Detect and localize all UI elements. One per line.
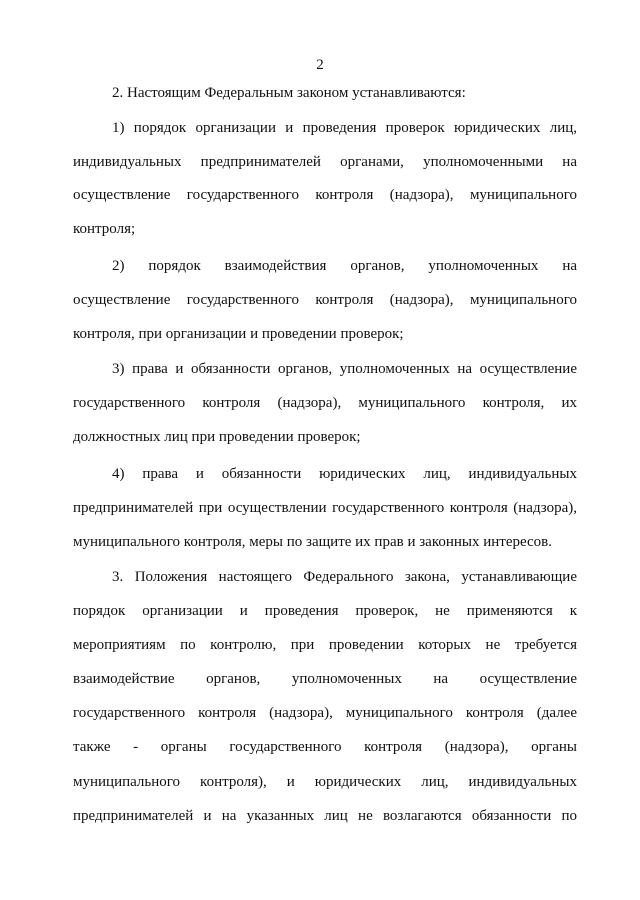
paragraph-p3-line: также - органы государственного контроля (надзора), органы: [73, 739, 577, 755]
paragraph-p2-line: 2. Настоящим Федеральным законом устанавливаются:: [112, 85, 466, 101]
paragraph-p3-line: взаимодействие органов, уполномоченных на осуществление: [73, 671, 577, 687]
paragraph-item4-line: 4) права и обязанности юридических лиц, индивидуальных: [112, 466, 577, 482]
paragraph-item4-line: муниципального контроля, меры по защите их прав и законных интересов.: [73, 534, 553, 550]
paragraph-p3-line: мероприятиям по контролю, при проведении которых не требуется: [73, 637, 577, 653]
paragraph-item3-line: государственного контроля (надзора), муниципального контроля, их: [73, 395, 577, 411]
paragraph-p3-line: 3. Положения настоящего Федерального закона, устанавливающие: [112, 569, 577, 585]
paragraph-item2-line: осуществление государственного контроля (надзора), муниципального: [73, 292, 577, 308]
paragraph-item1-line: 1) порядок организации и проведения проверок юридических лиц,: [112, 120, 577, 136]
paragraph-p3-line: муниципального контроля), и юридических лиц, индивидуальных: [73, 774, 577, 790]
paragraph-item1-line: осуществление государственного контроля (надзора), муниципального: [73, 187, 577, 203]
page-number: 2: [316, 57, 324, 73]
paragraph-p3-line: порядок организации и проведения проверок, не применяются к: [73, 603, 577, 619]
paragraph-item1-line: индивидуальных предпринимателей органами, уполномоченными на: [73, 154, 577, 170]
paragraph-item2-line: 2) порядок взаимодействия органов, уполномоченных на: [112, 258, 577, 274]
paragraph-item1-line: контроля;: [73, 221, 136, 237]
paragraph-p3-line: государственного контроля (надзора), муниципального контроля (далее: [73, 705, 577, 721]
paragraph-item4-line: предпринимателей при осуществлении государственного контроля (надзора),: [73, 500, 577, 516]
paragraph-p3-line: предпринимателей и на указанных лиц не возлагаются обязанности по: [73, 808, 577, 824]
paragraph-item2-line: контроля, при организации и проведении проверок;: [73, 326, 404, 342]
paragraph-item3-line: 3) права и обязанности органов, уполномоченных на осуществление: [112, 361, 577, 377]
paragraph-item3-line: должностных лиц при проведении проверок;: [73, 429, 361, 445]
